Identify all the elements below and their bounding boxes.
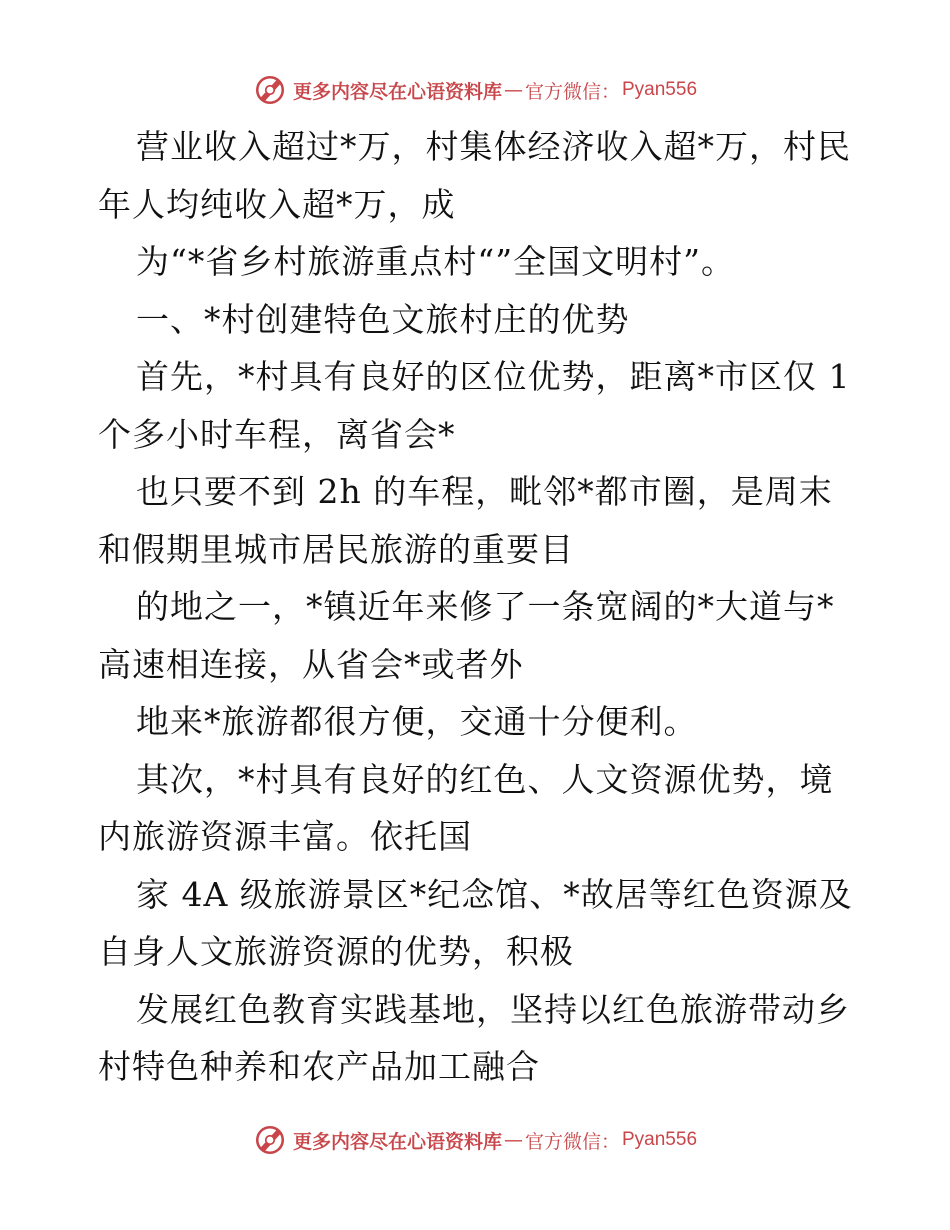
body-text-line: 的地之一，*镇近年来修了一条宽阔的*大道与*: [136, 587, 835, 626]
body-text-line: 和假期里城市居民旅游的重要目: [98, 529, 574, 569]
body-text-line: 其次，*村具有良好的红色、人文资源优势，境: [136, 759, 834, 799]
banner-wechat-id: Pyan556: [622, 1129, 698, 1150]
header-banner: [0, 70, 950, 110]
banner-official-label: 官方微信：: [524, 1130, 620, 1153]
body-text-line: 村特色种养和农产品加工融合: [98, 1047, 540, 1086]
body-text-line: 年人均纯收入超*万，成: [98, 184, 456, 224]
body-text-line: 营业收入超过*万，村集体经济收入超*万，村民: [136, 127, 851, 166]
body-text-line: 一、*村创建特色文旅村庄的优势: [136, 299, 630, 339]
body-text-line: 自身人文旅游资源的优势，积极: [98, 932, 574, 971]
banner-dash: —: [503, 79, 523, 101]
document-body: [98, 118, 858, 1096]
body-text-line: 为“*省乡村旅游重点村“”全国文明村”。: [136, 242, 735, 281]
body-text-line: 首先，*村具有良好的区位优势，距离*市区仅 1: [136, 357, 851, 396]
body-text-line: 也只要不到 2h 的车程，毗邻*都市圈，是周末: [136, 472, 833, 511]
footer-banner: [0, 1120, 950, 1160]
brand-logo-icon: [253, 73, 287, 107]
banner-site-text: 更多内容尽在心语资料库: [292, 80, 502, 103]
body-text-line: 内旅游资源丰富。依托国: [98, 817, 472, 856]
body-text-line: 个多小时车程，离省会*: [98, 414, 456, 454]
banner-official-label: 官方微信：: [524, 80, 620, 103]
banner-wechat-id: Pyan556: [622, 79, 698, 100]
body-text-line: 高速相连接，从省会*或者外: [98, 644, 524, 684]
body-text-line: 地来*旅游都很方便，交通十分便利。: [136, 702, 698, 741]
body-text-line: 家 4A 级旅游景区*纪念馆、*故居等红色资源及: [136, 874, 853, 914]
banner-dash: —: [503, 1129, 523, 1151]
banner-site-text: 更多内容尽在心语资料库: [292, 1130, 502, 1153]
body-text-line: 发展红色教育实践基地，坚持以红色旅游带动乡: [136, 989, 850, 1029]
brand-logo-icon: [253, 1123, 287, 1157]
